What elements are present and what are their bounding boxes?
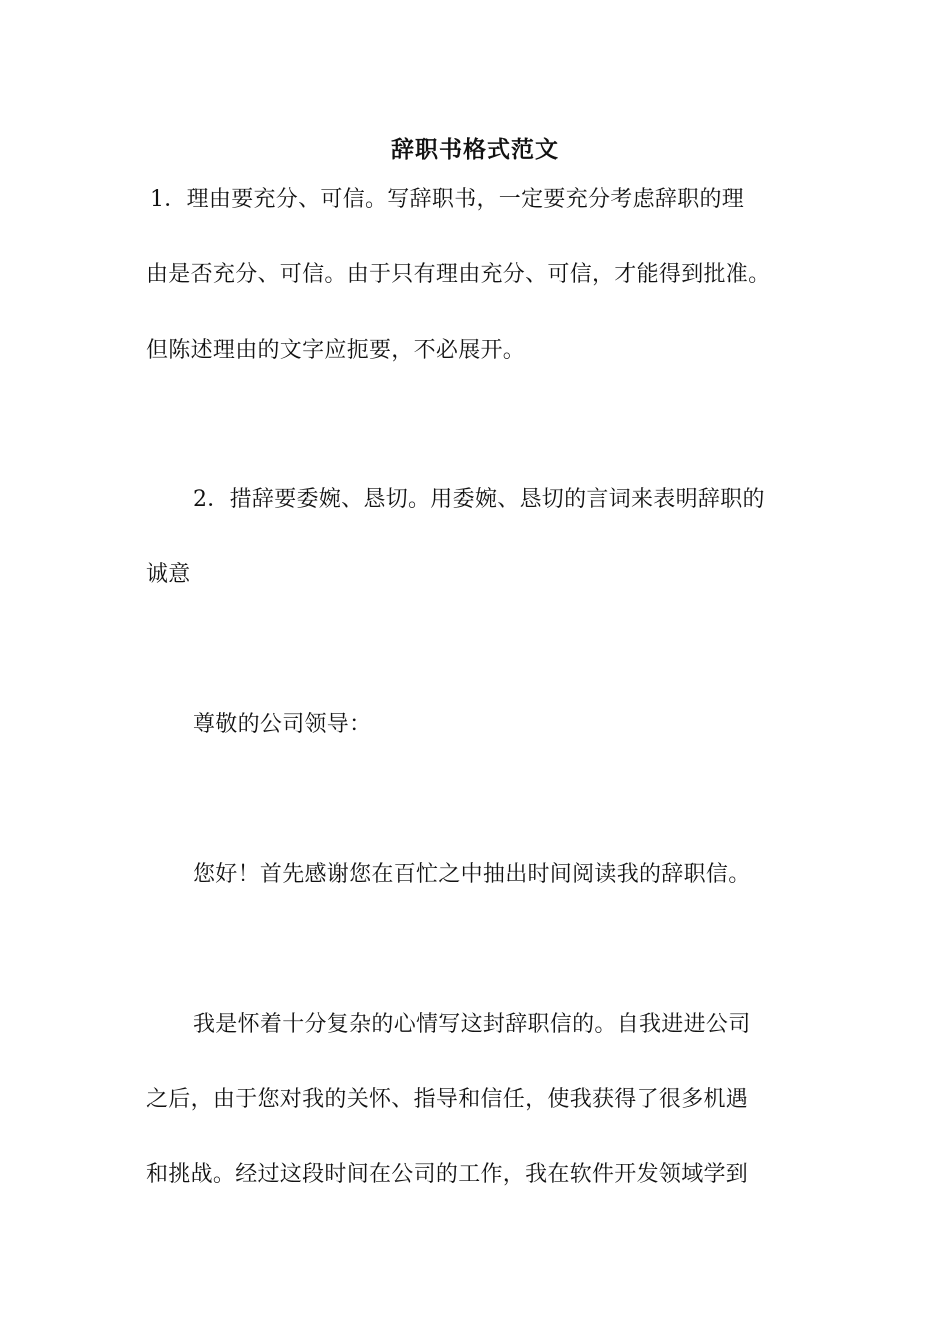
body-line-2: 由是否充分、可信。由于只有理由充分、可信，才能得到批准。 <box>146 262 771 287</box>
body-line-8: 我是怀着十分复杂的心情写这封辞职信的。自我进进公司 <box>193 1012 751 1037</box>
body-line-1: 1．理由要充分、可信。写辞职书，一定要充分考虑辞职的理 <box>150 187 745 212</box>
salutation: 尊敬的公司领导： <box>193 712 372 737</box>
body-line-3: 但陈述理由的文字应扼要，不必展开。 <box>146 338 526 363</box>
document-title: 辞职书格式范文 <box>391 136 559 163</box>
body-line-10: 和挑战。经过这段时间在公司的工作，我在软件开发领域学到 <box>146 1162 749 1187</box>
greeting-line: 您好！首先感谢您在百忙之中抽出时间阅读我的辞职信。 <box>193 862 751 887</box>
body-line-4: 2．措辞要委婉、恳切。用委婉、恳切的言词来表明辞职的 <box>193 487 765 512</box>
body-line-9: 之后，由于您对我的关怀、指导和信任，使我获得了很多机遇 <box>146 1087 749 1112</box>
body-line-5: 诚意 <box>146 562 191 587</box>
